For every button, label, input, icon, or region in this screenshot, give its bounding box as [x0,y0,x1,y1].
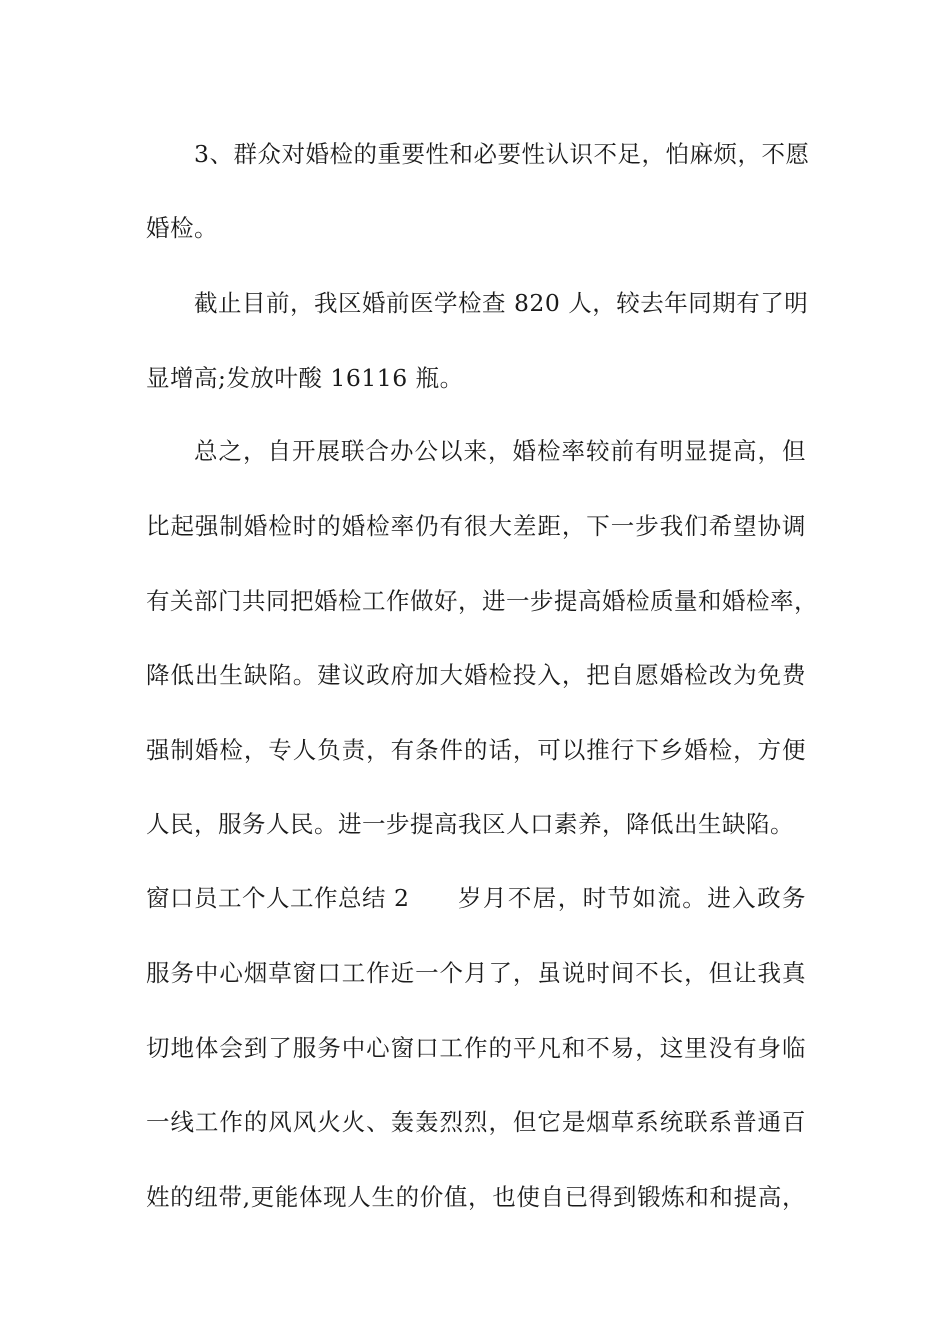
para3-line6: 人民，服务人民。进一步提高我区人口素养，降低出生缺陷。 [146,810,794,838]
section2-line1-text: 岁月不居，时节如流。进入政务 [458,884,806,912]
section2-line2: 服务中心烟草窗口工作近一个月了，虽说时间不长，但让我真 [146,959,806,987]
para3-line4: 降低出生缺陷。建议政府加大婚检投入，把自愿婚检改为免费 [146,661,806,689]
section2-first-line [146,880,806,916]
para2-line1: 截止目前，我区婚前医学检查 820 人，较去年同期有了明 [194,289,809,317]
para1-line1: 3、群众对婚检的重要性和必要性认识不足，怕麻烦，不愿 [194,140,810,168]
section2-line4: 一线工作的风风火火、轰轰烈烈，但它是烟草系统联系普通百 [146,1108,806,1136]
para2-line2: 显增高;发放叶酸 16116 瓶。 [146,364,464,392]
para3-line5: 强制婚检，专人负责，有条件的话，可以推行下乡婚检，方便 [146,736,806,764]
section2-line5: 姓的纽带,更能体现人生的价值，也使自已得到锻炼和和提高， [146,1183,806,1211]
para3-line2: 比起强制婚检时的婚检率仍有很大差距，下一步我们希望协调 [146,512,806,540]
section-title: 窗口员工个人工作总结 2 [146,884,410,912]
section2-line3: 切地体会到了服务中心窗口工作的平凡和不易，这里没有身临 [146,1034,806,1062]
para3-line3: 有关部门共同把婚检工作做好，进一步提高婚检质量和婚检率， [146,587,818,615]
para1-line2: 婚检。 [146,214,218,242]
para3-line1: 总之，自开展联合办公以来，婚检率较前有明显提高，但 [194,437,806,465]
